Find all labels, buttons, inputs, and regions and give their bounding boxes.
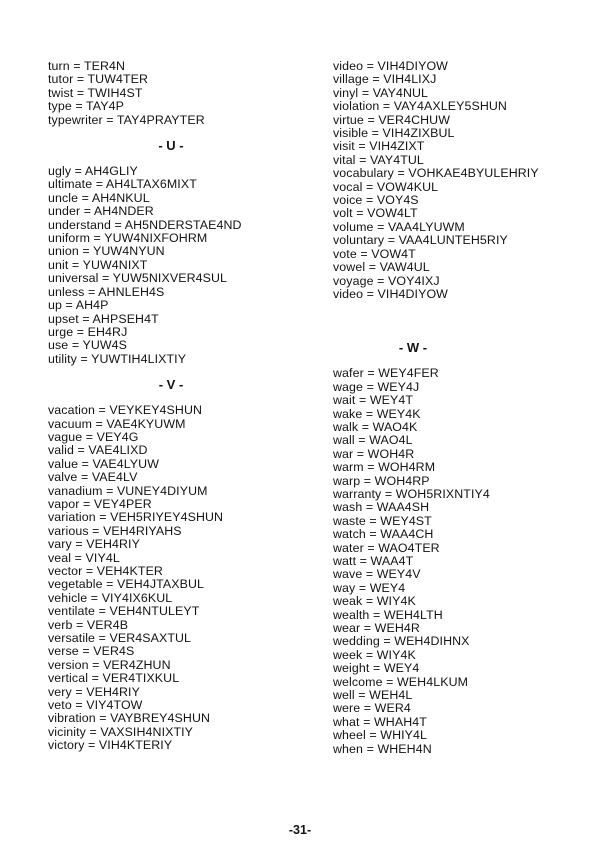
dictionary-entry: urge = EH4RJ [48,324,128,339]
dictionary-entry: up = AH4P [48,298,109,313]
dictionary-entry: version = VER4ZHUN [48,657,171,672]
dictionary-entry: wheel = WHIY4L [333,728,428,743]
left-column [48,60,310,753]
dictionary-entry: when = WHEH4N [333,741,432,756]
section-heading: - W - [398,340,428,356]
dictionary-entry: ultimate = AH4LTAX6MIXT [48,177,197,192]
dictionary-entry: vowel = VAW4UL [333,260,430,275]
page-number: -31- [288,823,312,837]
dictionary-entry: verse = VER4S [48,644,135,659]
dictionary-entry: various = VEH4RIYAHS [48,523,182,538]
dictionary-entry: wealth = WEH4LTH [333,607,443,622]
dictionary-entry: utility = YUWTIH4LIXTIY [48,351,187,366]
dictionary-entry: unit = YUW4NIXT [48,257,148,272]
dictionary-entry: wait = WEY4T [333,393,414,408]
dictionary-entry: vector = VEH4KTER [48,564,163,578]
dictionary-entry: vocal = VOW4KUL [333,179,439,194]
dictionary-entry: verb = VER4B [48,617,129,632]
dictionary-entry: vibration = VAYBREY4SHUN [48,711,211,726]
dictionary-entry: upset = AHPSEH4T [48,311,159,326]
dictionary-entry: ventilate = VEH4NTULEYT [48,604,200,619]
dictionary-entry: weak = WIY4K [333,594,416,609]
dictionary-entry: wear = WEH4R [333,621,420,636]
dictionary-entry: well = WEH4L [333,688,413,703]
dictionary-entry: vegetable = VEH4JTAXBUL [48,577,205,592]
dictionary-entry: vanadium = VUNEY4DIYUM [48,483,208,498]
dictionary-entry: what = WHAH4T [333,714,427,729]
dictionary-entry: wafer = WEY4FER [333,366,439,381]
dictionary-entry: vapor = VEY4PER [48,496,152,511]
dictionary-entry: type = TAY4P [48,99,124,114]
dictionary-entry: water = WAO4TER [333,540,440,555]
dictionary-entry: welcome = WEH4LKUM [333,674,469,689]
dictionary-entry: watch = WAA4CH [333,527,434,542]
dictionary-entry: value = VAE4LYUW [48,456,159,471]
dictionary-entry: week = WIY4K [333,647,416,662]
dictionary-entry: victory = VIH4KTERIY [48,738,173,753]
dictionary-entry: vehicle = VIY4IX6KUL [48,590,173,605]
dictionary-entry: volume = VAA4LYUWM [333,219,465,234]
dictionary-entry: wash = WAA4SH [333,500,430,515]
dictionary-entry: vinyl = VAY4NUL [333,85,429,100]
dictionary-entry: very = VEH4RIY [48,684,140,699]
dictionary-entry: virtue = VER4CHUW [333,112,451,127]
right-column [333,60,583,756]
dictionary-entry: walk = WAO4K [333,419,418,434]
dictionary-entry: way = WEY4 [333,580,406,595]
dictionary-entry: uniform = YUW4NIXFOHRM [48,231,208,246]
dictionary-entry: vague = VEY4G [48,429,139,444]
dictionary-entry: vicinity = VAXSIH4NIXTIY [48,724,194,739]
dictionary-entry: vertical = VER4TIXKUL [48,671,180,686]
dictionary-entry: were = WER4 [333,701,411,716]
dictionary-entry: weight = WEY4 [333,661,420,676]
dictionary-entry: violation = VAY4AXLEY5SHUN [333,99,507,114]
section-heading: - V - [158,377,184,393]
dictionary-entry: video = VIH4DIYOW [333,59,448,73]
dictionary-entry: veal = VIY4L [48,550,120,565]
dictionary-entry: video = VIH4DIYOW [333,286,448,301]
dictionary-entry: volt = VOW4LT [333,206,418,221]
dictionary-entry: warranty = WOH5RIXNTIY4 [333,486,490,501]
dictionary-entry: union = YUW4NYUN [48,244,165,259]
dictionary-entry: wedding = WEH4DIHNX [333,634,470,649]
dictionary-entry: voluntary = VAA4LUNTEH5RIY [333,233,508,248]
dictionary-entry: valve = VAE4LV [48,470,138,485]
dictionary-entry: visible = VIH4ZIXBUL [333,126,455,141]
dictionary-entry: warp = WOH4RP [333,473,430,488]
dictionary-entry: voyage = VOY4IXJ [333,273,440,288]
dictionary-entry: turn = TER4N [48,59,126,73]
dictionary-entry: vote = VOW4T [333,246,416,261]
dictionary-entry: under = AH4NDER [48,204,154,219]
dictionary-entry: versatile = VER4SAXTUL [48,631,192,646]
dictionary-entry: wall = WAO4L [333,433,413,448]
dictionary-entry: village = VIH4LIXJ [333,72,437,87]
dictionary-entry: typewriter = TAY4PRAYTER [48,112,205,127]
dictionary-entry: ugly = AH4GLIY [48,164,138,179]
dictionary-entry: vacation = VEYKEY4SHUN [48,403,203,418]
dictionary-entry: uncle = AH4NKUL [48,190,150,205]
dictionary-entry: waste = WEY4ST [333,513,432,528]
dictionary-entry: twist = TWIH4ST [48,85,143,100]
dictionary-entry: visit = VIH4ZIXT [333,139,425,154]
dictionary-entry: tutor = TUW4TER [48,72,149,87]
dictionary-entry: unless = AHNLEH4S [48,284,165,299]
dictionary-entry: wave = WEY4V [333,567,421,582]
dictionary-entry: war = WOH4R [333,446,415,461]
dictionary-entry: variation = VEH5RIYEY4SHUN [48,510,224,525]
dictionary-entry: veto = VIY4TOW [48,698,143,713]
dictionary-entry: wake = WEY4K [333,406,421,421]
dictionary-entry: wage = WEY4J [333,379,420,394]
dictionary-entry: understand = AH5NDERSTAE4ND [48,217,242,232]
dictionary-entry: vital = VAY4TUL [333,152,424,167]
dictionary-entry: valid = VAE4LIXD [48,443,148,458]
dictionary-entry: watt = WAA4T [333,554,414,568]
dictionary-entry: warm = WOH4RM [333,460,436,475]
dictionary-entry: voice = VOY4S [333,193,419,208]
section-heading: - U - [158,138,184,154]
dictionary-entry: vocabulary = VOHKAE4BYULEHRIY [333,166,539,181]
dictionary-entry: vary = VEH4RIY [48,537,140,552]
dictionary-entry: universal = YUW5NIXVER4SUL [48,271,228,286]
dictionary-entry: vacuum = VAE4KYUWM [48,416,186,431]
dictionary-entry: use = YUW4S [48,338,128,353]
